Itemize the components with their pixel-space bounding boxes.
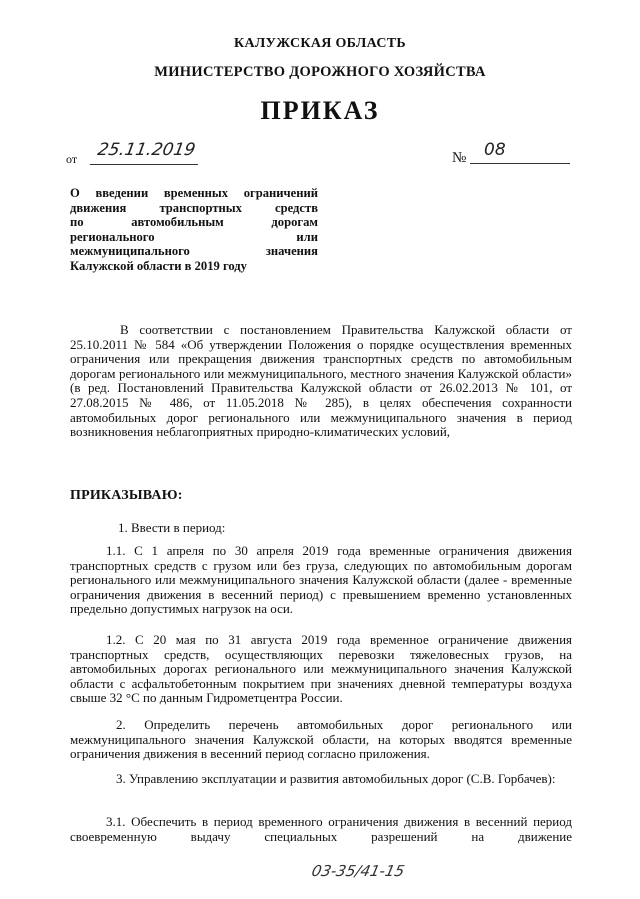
ministry-heading: МИНИСТЕРСТВО ДОРОЖНОГО ХОЗЯЙСТВА (154, 64, 486, 80)
subject-line: О введении временных ограничений (70, 186, 318, 200)
date-label: от (66, 152, 78, 166)
region-heading: КАЛУЖСКАЯ ОБЛАСТЬ (234, 36, 406, 51)
subject-line: по автомобильным дорогам (70, 215, 318, 230)
item-1-2: 1.2. С 20 мая по 31 августа 2019 года временное ограничение движения транспортных средств, осуществляющих перевозки тяжеловесных грузов, на автомобильных дорогах регионального или межмуниципального значения Калужской области с асфальтобетонным покрытием при значениях дневной температуры воздуха свыше 32 °С по данным Гидрометцентра России. (70, 632, 572, 706)
handwritten-reference: 03-35/41-15 (310, 862, 407, 880)
item-3-1: 3.1. Обеспечить в период временного ограничения движения в весенний период своевременную выдачу специальных разрешений на движение (70, 814, 572, 844)
document-title: ПРИКАЗ (260, 96, 380, 125)
date-field: 25.11.2019 (90, 140, 202, 165)
subject-line: движения транспортных средств (70, 200, 318, 215)
item-1-1: 1.1. С 1 апреля по 30 апреля 2019 года временные ограничения движения транспортных средств с грузом или без груза, следующих по автомобильным дорогам регионального или межмуниципального значения Калужской области (далее - временные ограничения движения в весенний период) с превышением временно установленных предельно допустимых нагрузок на оси. (70, 543, 572, 617)
item-2: 2. Определить перечень автомобильных дорог регионального или межмуниципального значения Калужской области, на которых вводятся временные ограничения движения в весенний период согласно приложения. (70, 717, 572, 762)
item-3: 3. Управлению эксплуатации и развития автомобильных дорог (С.В. Горбачев): (116, 771, 556, 786)
item-1: 1. Ввести в период: (118, 520, 226, 535)
subject-line: регионального или (70, 229, 318, 244)
subject-line: Калужской области в 2019 году (70, 258, 247, 273)
order-word: ПРИКАЗЫВАЮ: (70, 488, 183, 503)
number-field: 08 (470, 140, 570, 164)
number-label: № (452, 150, 467, 166)
subject-line: межмуниципального значения (70, 244, 318, 259)
subject-block (70, 186, 318, 274)
preamble-paragraph: В соответствии с постановлением Правительства Калужской области от 25.10.2011 № 584 «Об утверждении Положения о порядке осуществления временных ограничения или прекращения движения транспортных средств по автомобильным дорогам регионального или межмуниципального, местного значения Калужской области» (в ред. Постановлений Правительства Калужской области от 26.02.2013 № 101, от 27.08.2015 № 486, от 11.05.2018 № 285), в целях обеспечения сохранности автомобильных дорог регионального или межмуниципального значения в период возникновения неблагоприятных природно-климатических условий, (70, 322, 572, 440)
